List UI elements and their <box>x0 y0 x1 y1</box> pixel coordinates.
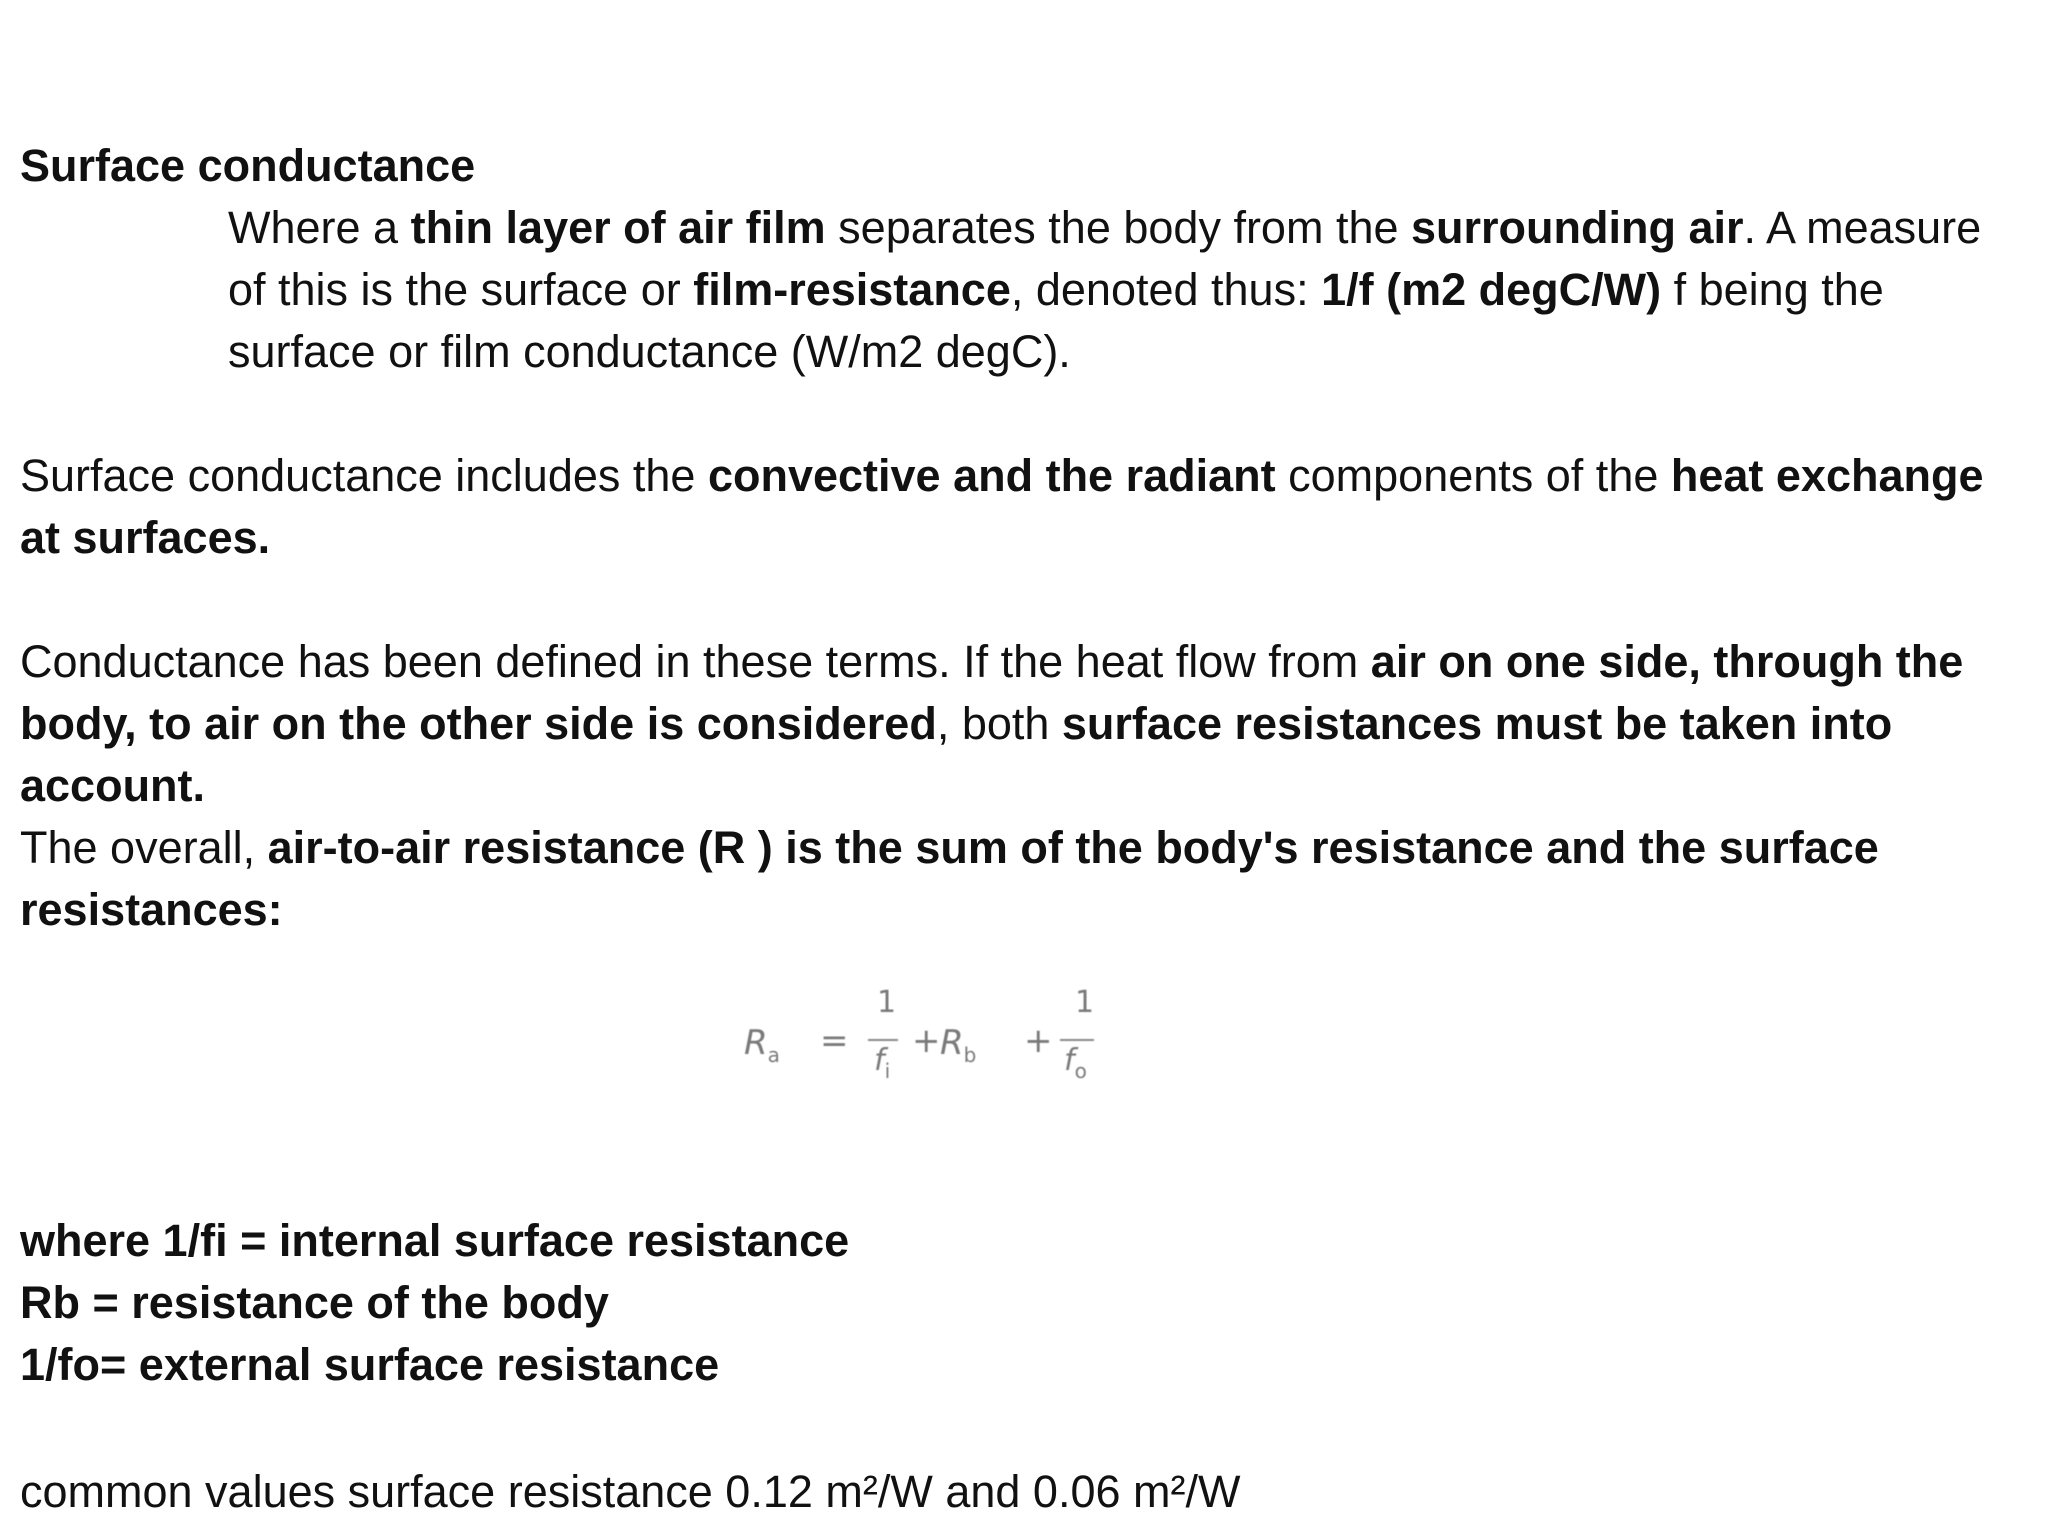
slide-content <box>20 135 2030 941</box>
heading: Surface conductance <box>20 140 476 191</box>
formula-symbol: R <box>744 1023 768 1063</box>
fraction-bar <box>868 1039 898 1041</box>
formula-subscript: i <box>884 1059 891 1083</box>
formula-subscript: o <box>1074 1059 1087 1083</box>
text-run: , denoted thus: <box>1010 264 1322 315</box>
formula-equals: = <box>820 1021 849 1061</box>
formula-symbol: f <box>1064 1043 1075 1078</box>
fraction-bar <box>1060 1039 1094 1041</box>
formula-subscript: b <box>963 1043 977 1067</box>
spacer <box>20 569 2030 631</box>
formula-plus-2: + <box>1024 1021 1053 1061</box>
bold-run: convective and the radiant <box>707 450 1276 501</box>
paragraph-overall <box>20 817 2030 941</box>
bold-run: thin layer of air film <box>410 202 826 253</box>
formula-plus-1: + <box>912 1021 941 1061</box>
formula-subscript: a <box>767 1043 780 1067</box>
bold-run: 1/f (m2 degC/W) <box>1321 264 1662 315</box>
common-values-line: common values surface resistance 0.12 m²/W and 0.06 m²/W <box>20 1466 1241 1517</box>
text-run: components of the <box>1275 450 1671 501</box>
bold-run: air on one side, through the body, to air on the other side is considered <box>20 636 1964 749</box>
definition-line: where 1/fi = internal surface resistance <box>20 1215 850 1266</box>
paragraph-conductance <box>20 631 2030 817</box>
bold-run: heat exchange at surfaces. <box>20 450 1984 563</box>
definition-line: 1/fo= external surface resistance <box>20 1339 720 1390</box>
text-run: Surface conductance includes the <box>20 450 708 501</box>
formula-symbol: R <box>940 1023 964 1063</box>
bold-run: air-to-air resistance (R ) is the sum of the body's resistance and the surface resistances: <box>20 822 1879 935</box>
formula-symbol: f <box>874 1043 885 1078</box>
formula-image <box>740 985 1120 1105</box>
definition-line: Rb = resistance of the body <box>20 1277 609 1328</box>
formula-numerator-1: 1 <box>877 985 897 1020</box>
paragraph-air-film <box>20 197 2030 383</box>
text-run: , both <box>936 698 1062 749</box>
text-run: Conductance has been defined in these terms. If the heat flow from <box>20 636 1371 687</box>
text-run: Where a <box>228 202 411 253</box>
paragraph-components <box>20 445 2030 569</box>
bold-run: film-resistance <box>693 264 1011 315</box>
text-run: separates the body from the <box>825 202 1412 253</box>
text-run: f being the surface or film conductance (W/m2 degC). <box>228 264 1884 377</box>
spacer <box>20 383 2030 445</box>
text-run: . A measure of this is the surface or <box>228 202 1982 315</box>
formula-lhs <box>744 1023 780 1067</box>
formula-numerator-2: 1 <box>1075 985 1095 1020</box>
formula-denominator-1 <box>874 1043 890 1083</box>
bold-run: surface resistances must be taken into account. <box>20 698 1893 811</box>
definitions-list <box>20 1210 849 1396</box>
formula-denominator-2 <box>1064 1043 1087 1083</box>
text-run: The overall, <box>20 822 268 873</box>
bold-run: surrounding air <box>1411 202 1744 253</box>
formula-body-resistance <box>940 1023 976 1067</box>
